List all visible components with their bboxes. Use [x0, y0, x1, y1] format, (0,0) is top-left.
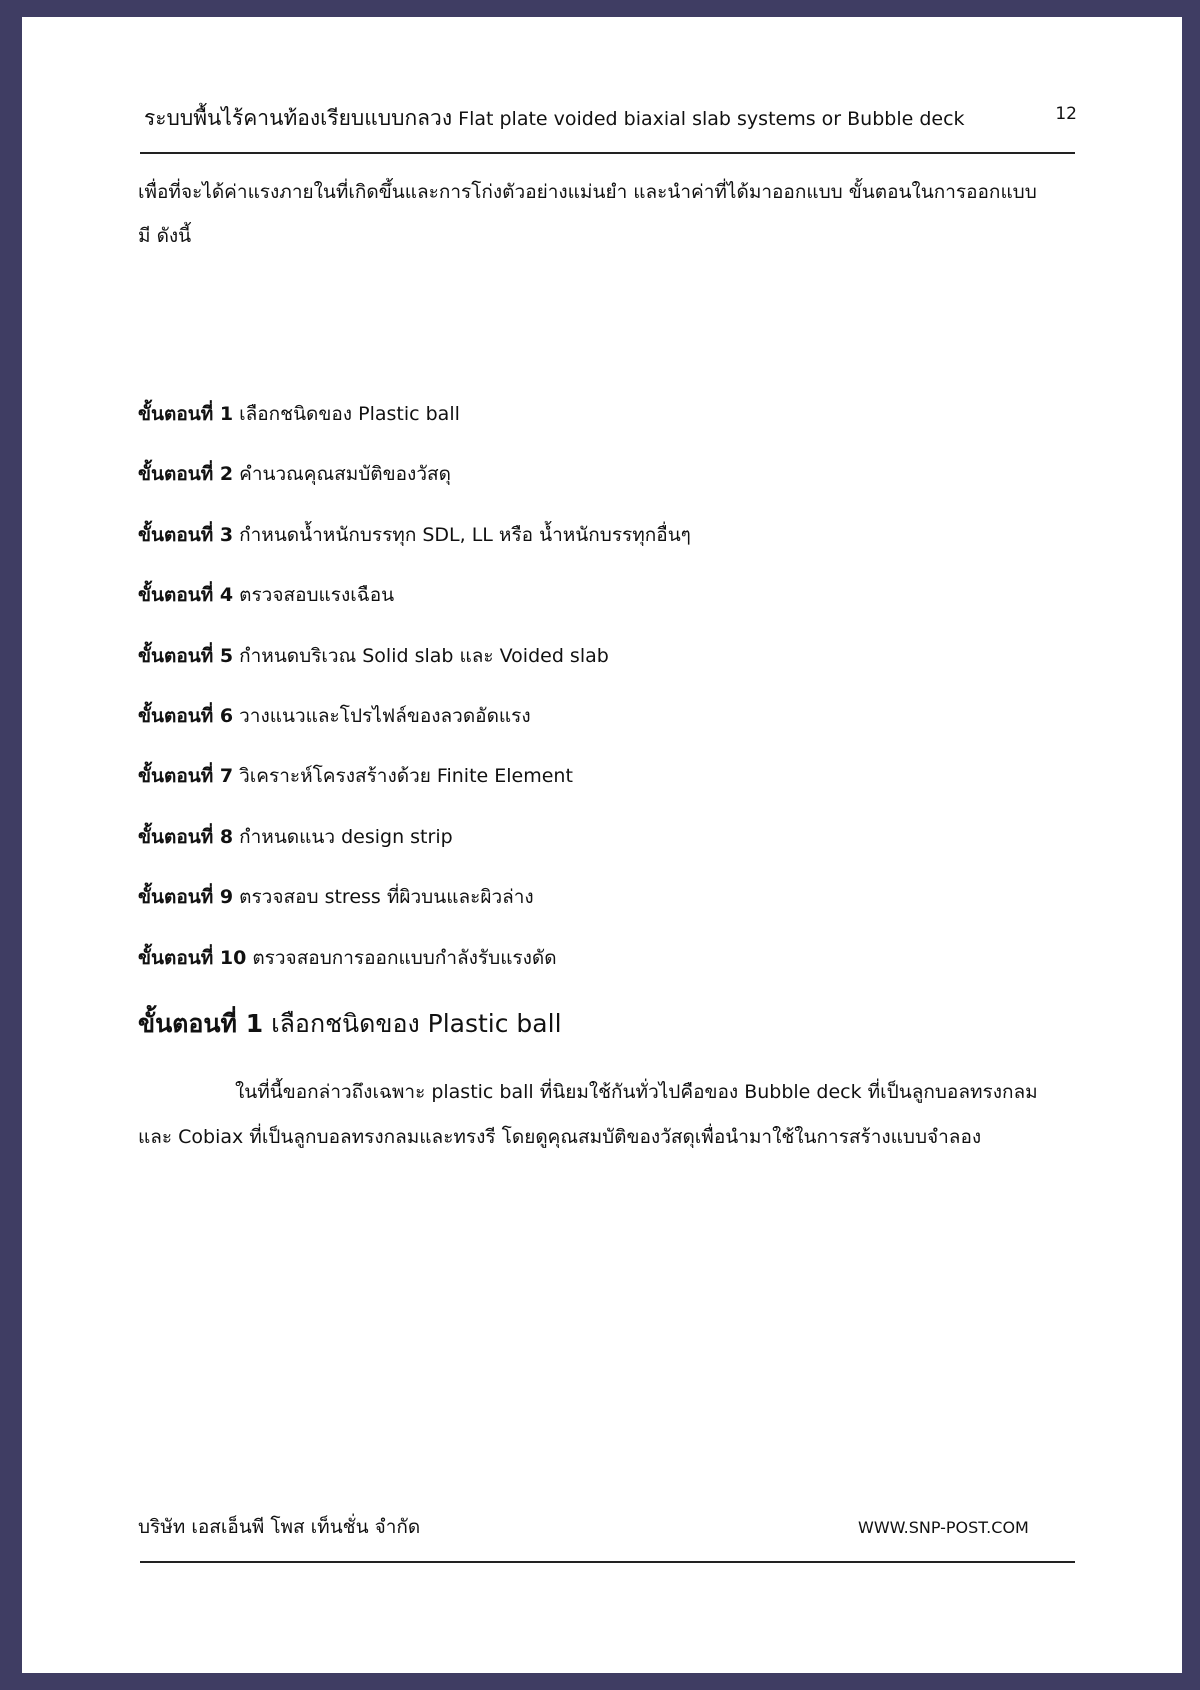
list-item [138, 515, 1038, 575]
step-text: เลือกชนิดของ Plastic ball [239, 403, 460, 425]
list-item [138, 575, 1038, 635]
header-title-english: Flat plate voided biaxial slab systems or Bubble deck [458, 108, 965, 130]
step-label: ขั้นตอนที่ 7 [138, 765, 234, 788]
section-heading-label: ขั้นตอนที่ 1 [138, 1009, 264, 1038]
step-text: วางแนวและโปรไฟล์ของลวดอัดแรง [239, 704, 531, 727]
list-item [138, 817, 1038, 877]
step-text: กำหนดแนว design strip [239, 825, 453, 848]
header-title [144, 102, 965, 135]
page-header [140, 84, 1075, 154]
step-label: ขั้นตอนที่ 2 [138, 463, 234, 486]
list-item [138, 454, 1038, 514]
list-item [138, 636, 1038, 696]
list-item [138, 877, 1038, 937]
step-text: วิเคราะห์โครงสร้างด้วย Finite Element [239, 765, 573, 788]
step-text: คำนวณคุณสมบัติของวัสดุ [239, 463, 451, 486]
footer-website: WWW.SNP-POST.COM [858, 1518, 1029, 1537]
intro-paragraph: เพื่อที่จะได้ค่าแรงภายในที่เกิดขึ้นและการโก่งตัวอย่างแม่นยำ และนำค่าที่ได้มาออกแบบ ขั้นตอนในการออกแบบมี ดังนี้ [138, 181, 1037, 247]
step-text: ตรวจสอบการออกแบบกำลังรับแรงดัด [252, 946, 557, 969]
section-paragraph: ในที่นี้ขอกล่าวถึงเฉพาะ plastic ball ที่นิยมใช้กันทั่วไปคือของ Bubble deck ที่เป็นลูกบอลทรงกลมและ Cobiax ที่เป็นลูกบอลทรงกลมและทรงรี โดยดูคุณสมบัติของวัสดุเพื่อนำมาใช้ในการสร้างแบบจำลอง [138, 1081, 1038, 1148]
step-text: กำหนดบริเวณ Solid slab และ Voided slab [239, 644, 609, 667]
step-text: กำหนดน้ำหนักบรรทุก SDL, LL หรือ น้ำหนักบรรทุกอื่นๆ [239, 523, 691, 546]
step-label: ขั้นตอนที่ 3 [138, 523, 234, 546]
step-label: ขั้นตอนที่ 1 [138, 403, 234, 425]
page-number: 12 [1055, 104, 1077, 124]
step-label: ขั้นตอนที่ 6 [138, 704, 234, 727]
step-text: ตรวจสอบแรงเฉือน [239, 584, 395, 607]
design-steps-list [138, 394, 1038, 998]
list-item [138, 938, 1038, 998]
section-heading-title: เลือกชนิดของ Plastic ball [271, 1009, 562, 1038]
header-title-thai: ระบบพื้นไร้คานท้องเรียบแบบกลวง [144, 106, 453, 130]
footer-company: บริษัท เอสเอ็นพี โพส เท็นชั่น จำกัด [138, 1516, 421, 1538]
step-label: ขั้นตอนที่ 8 [138, 825, 234, 848]
step-label: ขั้นตอนที่ 5 [138, 644, 234, 667]
list-item [138, 696, 1038, 756]
step-label: ขั้นตอนที่ 4 [138, 584, 234, 607]
step-label: ขั้นตอนที่ 9 [138, 886, 234, 909]
footer-divider [140, 1561, 1075, 1563]
section-heading [138, 1004, 562, 1044]
list-item [138, 394, 1038, 454]
step-label: ขั้นตอนที่ 10 [138, 946, 247, 969]
list-item [138, 756, 1038, 816]
header-divider [140, 152, 1075, 154]
step-text: ตรวจสอบ stress ที่ผิวบนและผิวล่าง [239, 886, 534, 909]
